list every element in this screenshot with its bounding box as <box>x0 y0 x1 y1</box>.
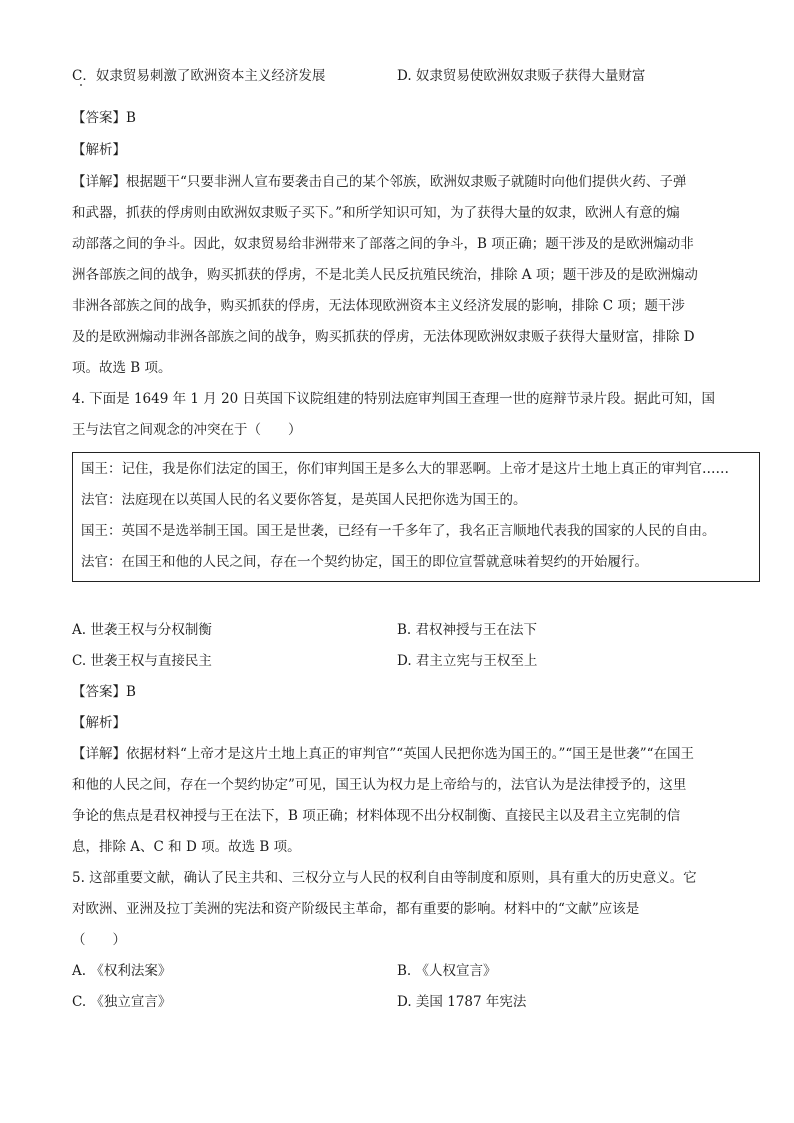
q4-material-line: 国王：英国不是选举制王国。国王是世袭，已经有一千多年了，我名正言顺地代表我的国家的人民的自由。 <box>81 523 716 539</box>
q3-detail-line: 和武器，抓获的俘虏则由欧洲奴隶贩子买下。”和所学知识可知，为了获得大量的奴隶，欧洲人有意的煽 <box>72 205 680 221</box>
q4-option-a: A. 世袭王权与分权制衡 <box>72 622 212 638</box>
q5-option-d: D. 美国 1787 年宪法 <box>397 994 527 1010</box>
q4-stem-line: 王与法官之间观念的冲突在于（ ） <box>72 422 302 438</box>
q3-analysis-label: 【解析】 <box>72 142 126 158</box>
stray-dot <box>80 84 82 86</box>
q4-option-c: C. 世袭王权与直接民主 <box>72 653 212 669</box>
q3-detail-line: 非洲各部族之间的战争，购买抓获的俘虏，无法体现欧洲资本主义经济发展的影响，排除 C 项；题干涉 <box>72 298 685 314</box>
q3-detail-line: 动部落之间的争斗。因此，奴隶贸易给非洲带来了部落之间的争斗，B 项正确；题干涉及的是欧洲煽动非 <box>72 236 694 252</box>
q5-option-b: B. 《人权宣言》 <box>397 963 497 979</box>
q5-stem-line: 对欧洲、亚洲及拉丁美洲的宪法和资产阶级民主革命，都有重要的影响。材料中的“文献”应该是 <box>72 901 640 917</box>
q3-detail-line: 及的是欧洲煽动非洲各部族之间的战争，购买抓获的俘虏，无法体现欧洲奴隶贩子获得大量财富，排除 D <box>72 329 695 345</box>
q4-material-box <box>72 452 760 582</box>
q4-answer: 【答案】B <box>72 684 136 700</box>
q5-stem-line: 5. 这部重要文献，确认了民主共和、三权分立与人民的权利自由等制度和原则，具有重大的历史意义。它 <box>72 870 697 886</box>
q4-detail-line: 争论的焦点是君权神授与王在法下，B 项正确；材料体现不出分权制衡、直接民主以及君主立宪制的信 <box>72 808 681 824</box>
q4-material-line: 法官：法庭现在以英国人民的名义要你答复，是英国人民把你选为国王的。 <box>81 492 527 508</box>
q4-detail-line: 和他的人民之间，存在一个契约协定”可见，国王认为权力是上帝给与的，法官认为是法律授予的，这里 <box>72 777 687 793</box>
q3-option-d: D. 奴隶贸易使欧洲奴隶贩子获得大量财富 <box>397 68 646 84</box>
q4-analysis-label: 【解析】 <box>72 715 126 731</box>
q4-detail-line: 息，排除 A、C 和 D 项。故选 B 项。 <box>72 839 301 855</box>
q4-option-b: B. 君权神授与王在法下 <box>397 622 538 638</box>
q5-option-a: A. 《权利法案》 <box>72 963 172 979</box>
q3-option-c: C．奴隶贸易刺激了欧洲资本主义经济发展 <box>72 68 326 84</box>
q4-stem-line: 4. 下面是 1649 年 1 月 20 日英国下议院组建的特别法庭审判国王查理一世的庭辩节录片段。据此可知，国 <box>72 391 716 407</box>
q4-material-line: 国王：记住，我是你们法定的国王，你们审判国王是多么大的罪恶啊。上帝才是这片土地上真正的审判官…… <box>81 461 729 477</box>
q4-option-d: D. 君主立宪与王权至上 <box>397 653 538 669</box>
q5-stem-line: （ ） <box>72 932 126 948</box>
q5-option-c: C. 《独立宣言》 <box>72 994 172 1010</box>
q3-detail-line: 洲各部族之间的战争，购买抓获的俘虏，不是北美人民反抗殖民统治，排除 A 项；题干涉及的是欧洲煽动 <box>72 267 698 283</box>
q3-detail-line: 项。故选 B 项。 <box>72 360 172 376</box>
q4-material-line: 法官：在国王和他的人民之间，存在一个契约协定，国王的即位宣誓就意味着契约的开始履行。 <box>81 554 648 570</box>
q3-answer: 【答案】B <box>72 110 136 126</box>
q4-detail-line: 【详解】依据材料“上帝才是这片土地上真正的审判官”“英国人民把你选为国王的。”“国王是世袭”“在国王 <box>72 746 695 762</box>
q3-detail-line: 【详解】根据题干“只要非洲人宣布要袭击自己的某个邻族，欧洲奴隶贩子就随时向他们提供火药、子弹 <box>72 174 687 190</box>
